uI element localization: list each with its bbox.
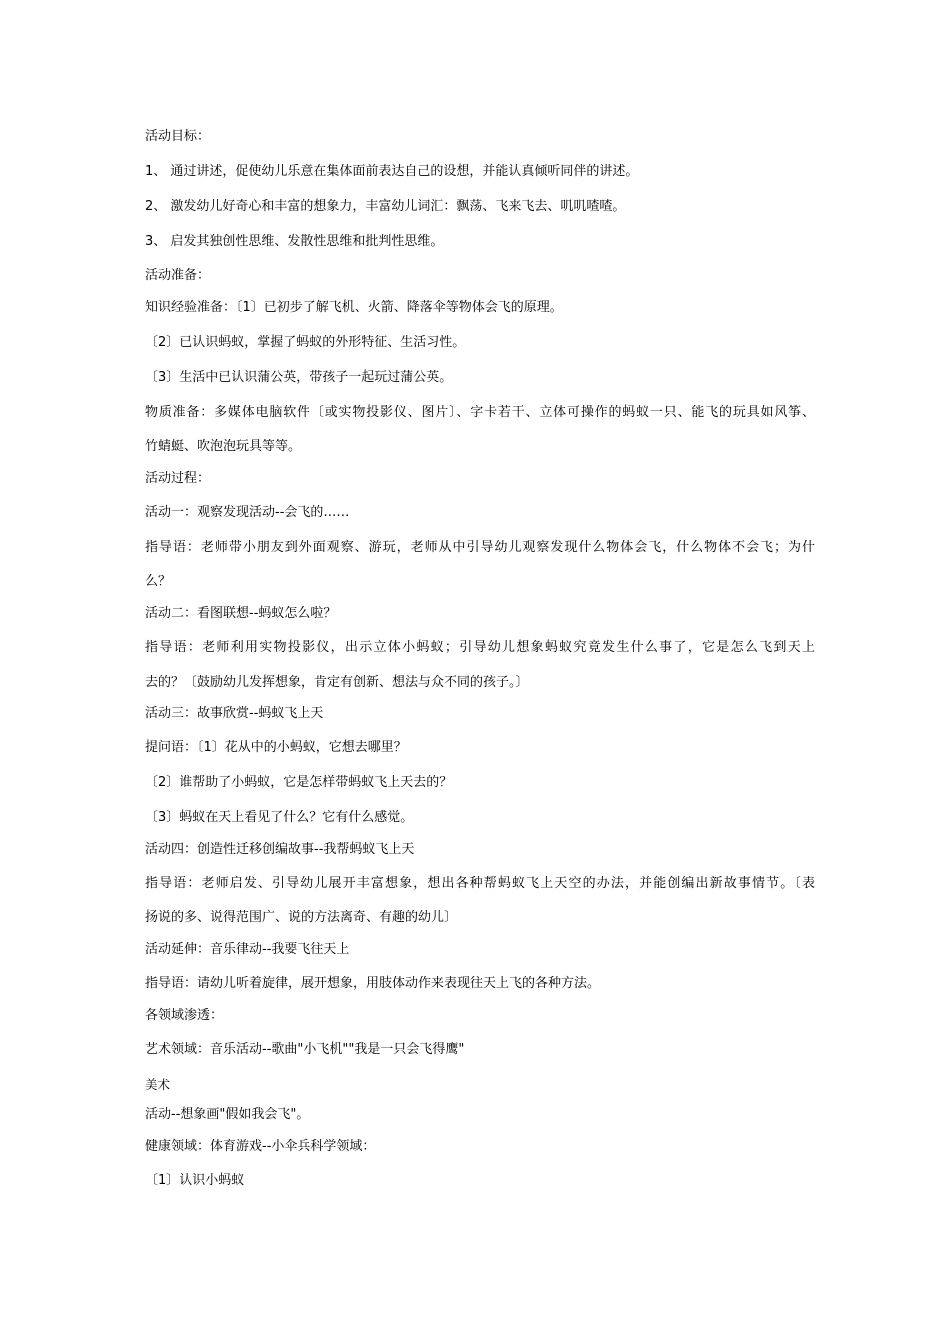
- activity-two-guide-line-1: 指导语：老师利用实物投影仪，出示立体小蚂蚁；引导幼儿想象蚂蚁究竟发生什么事了，它是怎么飞到天上: [145, 640, 815, 655]
- activity-four-title: 活动四：创造性迁移创编故事--我帮蚂蚁飞上天: [145, 842, 415, 857]
- activity-one-guide-line-2: 么？: [145, 574, 172, 589]
- question-item-1: 提问语：〔1〕花从中的小蚂蚁，它想去哪里？: [145, 740, 407, 755]
- goal-item-2: 2、 激发幼儿好奇心和丰富的想象力，丰富幼儿词汇：飘荡、飞来飞去、叽叽喳喳。: [145, 199, 626, 214]
- activity-extension-guide: 指导语：请幼儿听着旋律，展开想象，用肢体动作来表现往天上飞的各种方法。: [145, 976, 601, 991]
- fine-arts-label: 美术: [145, 1077, 171, 1092]
- material-prep-line-2: 竹蜻蜓、吹泡泡玩具等等。: [145, 439, 302, 454]
- activity-one-guide-line-1: 指导语：老师带小朋友到外面观察、游玩，老师从中引导幼儿观察发现什么物体会飞，什么物体不会飞；为什: [145, 540, 815, 555]
- health-domain-line: 健康领域：体育游戏--小伞兵科学领域：: [145, 1139, 376, 1154]
- fine-arts-activity: 活动--想象画"假如我会飞"。: [145, 1107, 310, 1122]
- activity-one-title: 活动一：观察发现活动--会飞的……: [145, 505, 350, 520]
- heading-activity-goals: 活动目标：: [145, 129, 211, 144]
- activity-two-guide-line-2: 去的？〔鼓励幼儿发挥想象，肯定有创新、想法与众不同的孩子。〕: [145, 675, 529, 690]
- heading-activity-process: 活动过程：: [145, 471, 211, 486]
- knowledge-prep-2: 〔2〕已认识蚂蚁，掌握了蚂蚁的外形特征、生活习性。: [145, 335, 466, 350]
- art-domain-line: 艺术领域：音乐活动--歌曲"小飞机""我是一只会飞得鹰": [145, 1042, 465, 1057]
- knowledge-prep-3: 〔3〕生活中已认识蒲公英，带孩子一起玩过蒲公英。: [145, 370, 453, 385]
- activity-extension-title: 活动延伸：音乐律动--我要飞往天上: [145, 942, 350, 957]
- goal-item-1: 1、 通过讲述，促使幼儿乐意在集体面前表达自己的设想，并能认真倾听同伴的讲述。: [145, 164, 639, 179]
- question-item-2: 〔2〕谁帮助了小蚂蚁，它是怎样带蚂蚁飞上天去的？: [145, 775, 453, 790]
- material-prep-line-1: 物质准备：多媒体电脑软件〔或实物投影仪、图片〕、字卡若干、立体可操作的蚂蚁一只、能飞的玩具如风筝、: [145, 405, 815, 420]
- activity-four-guide-line-2: 扬说的多、说得范围广、说的方法离奇、有趣的幼儿〕: [145, 910, 458, 925]
- heading-activity-preparation: 活动准备：: [145, 268, 211, 283]
- knowledge-prep-1: 知识经验准备：〔1〕已初步了解飞机、火箭、降落伞等物体会飞的原理。: [145, 300, 563, 315]
- heading-domain-integration: 各领域渗透：: [145, 1008, 224, 1023]
- science-item-1: 〔1〕认识小蚂蚁: [145, 1173, 245, 1188]
- goal-item-3: 3、 启发其独创性思维、发散性思维和批判性思维。: [145, 234, 444, 249]
- activity-two-title: 活动二：看图联想--蚂蚁怎么啦？: [145, 606, 337, 621]
- activity-three-title: 活动三：故事欣赏--蚂蚁飞上天: [145, 706, 324, 721]
- activity-four-guide-line-1: 指导语：老师启发、引导幼儿展开丰富想象，想出各种帮蚂蚁飞上天空的办法，并能创编出新故事情节。〔表: [145, 876, 815, 891]
- question-item-3: 〔3〕蚂蚁在天上看见了什么？它有什么感觉。: [145, 810, 414, 825]
